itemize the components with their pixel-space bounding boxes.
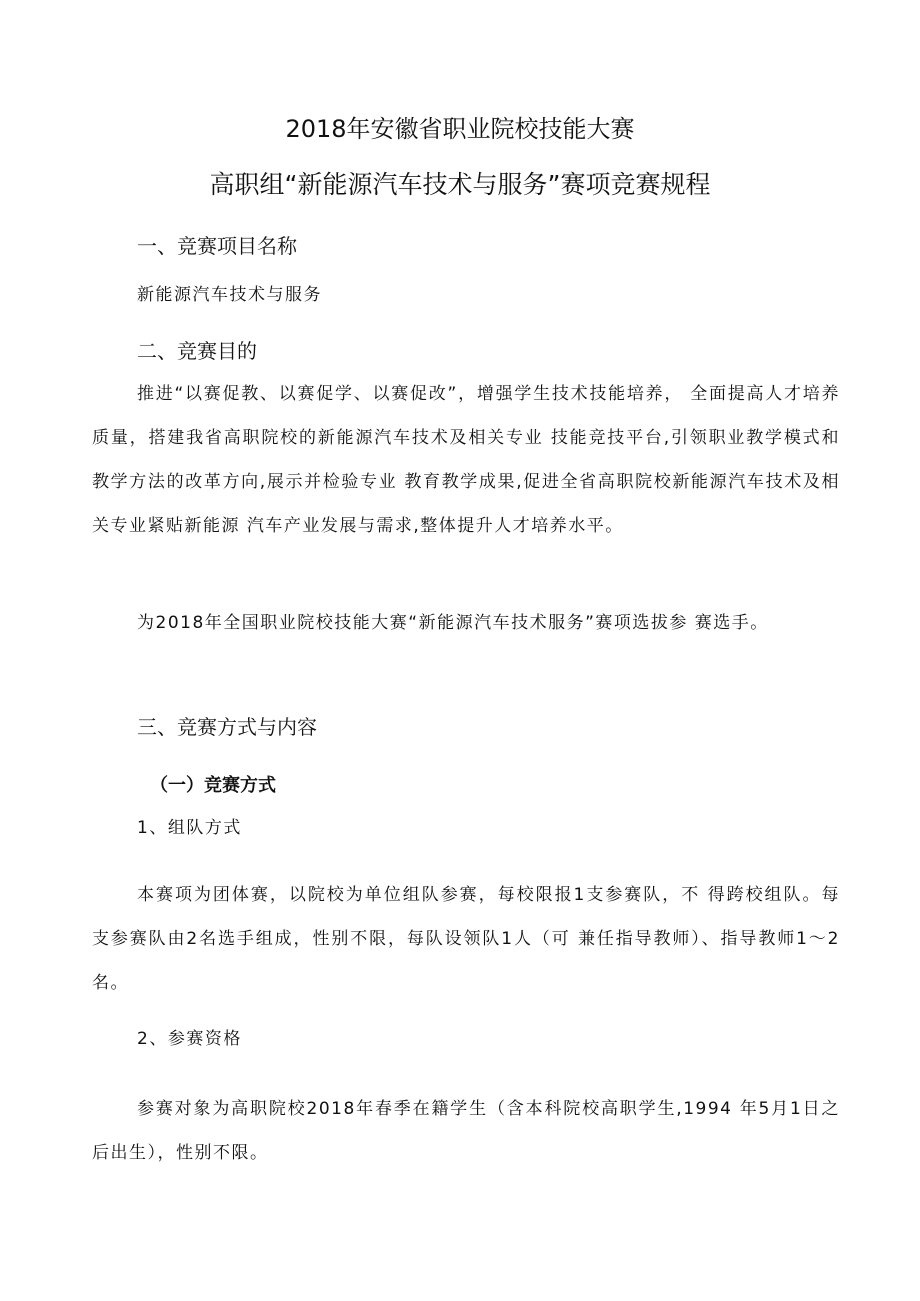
document-title-line2: 高职组“新能源汽车技术与服务”赛项竞赛规程 [209, 170, 711, 199]
subsection-heading-competition-mode: （一）竞赛方式 [150, 775, 276, 796]
document-title-line1: 2018年安徽省职业院校技能大赛 [285, 115, 635, 143]
section-2-paragraph-1: 推进“以赛促教、以赛促学、以赛促改”，增强学生技术技能培养， 全面提高人才培养质量，搭建我省高职院校的新能源汽车技术及相关专业 技能竞技平台,引领职业教学模式和教学方法的改革方向,展示并检验专业 教育教学成果,促进全省高职院校新能源汽车技术及相关专业紧贴新能源 汽车产业发展与需求,整体提升人才培养水平。 [92, 384, 840, 536]
section-heading-3: 三、竞赛方式与内容 [137, 715, 317, 739]
section-heading-2: 二、竞赛目的 [137, 339, 257, 363]
item-1-body: 本赛项为团体赛，以院校为单位组队参赛，每校限报1支参赛队，不 得跨校组队。每支参赛队由2名选手组成，性别不限，每队设领队1人（可 兼任指导教师）、指导教师1～2名。 [92, 885, 840, 993]
item-2-body: 参赛对象为高职院校2018年春季在籍学生（含本科院校高职学生,1994 年5月1日之后出生），性别不限。 [92, 1099, 840, 1163]
section-2-paragraph-2: 为2018年全国职业院校技能大赛“新能源汽车技术服务”赛项选拔参 赛选手。 [137, 613, 769, 633]
item-1-title: 1、组队方式 [137, 818, 242, 838]
section-1-body: 新能源汽车技术与服务 [137, 285, 322, 305]
section-heading-1: 一、竞赛项目名称 [137, 234, 297, 258]
item-2-title: 2、参赛资格 [137, 1029, 242, 1049]
